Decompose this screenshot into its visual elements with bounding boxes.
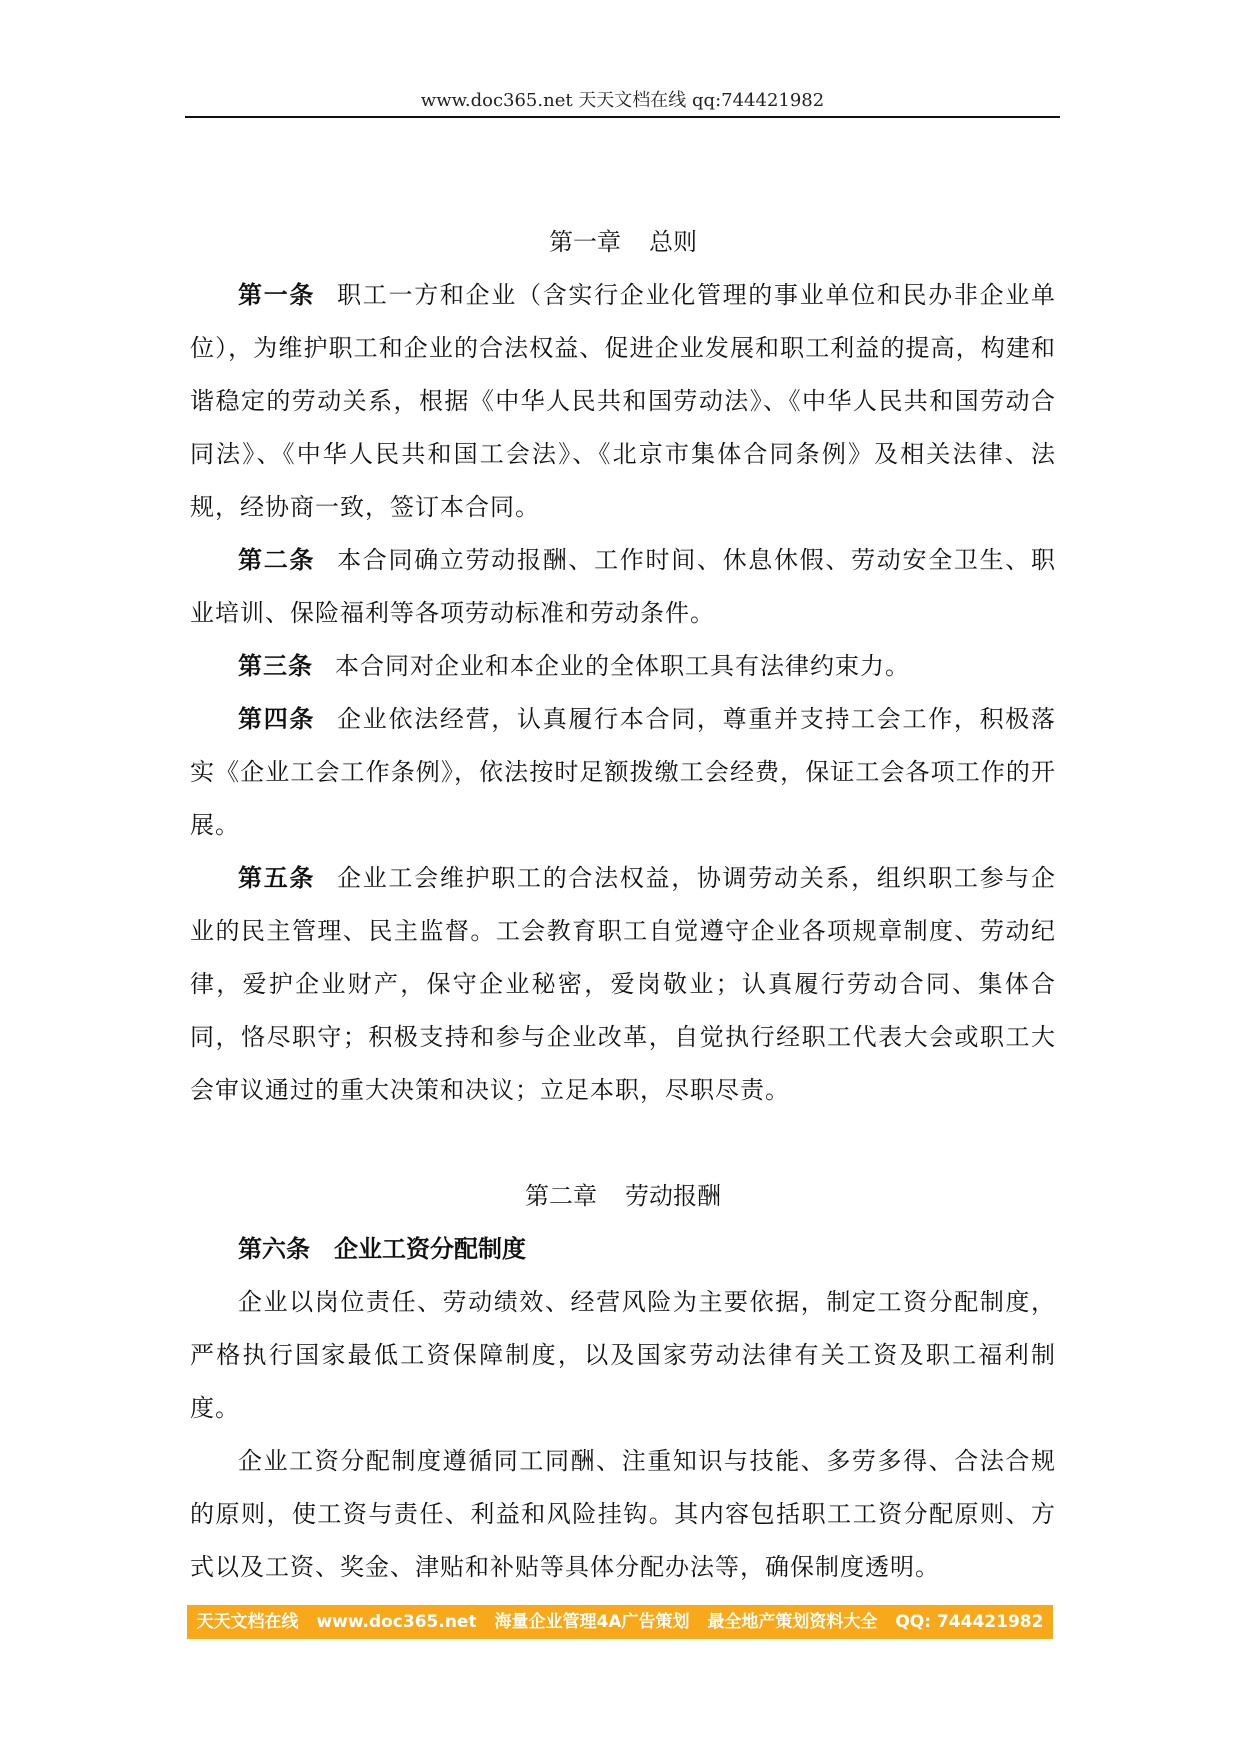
article-5: [190, 852, 1056, 1117]
article-5-label: 第五条: [238, 864, 316, 892]
article-4: [190, 693, 1056, 852]
article-4-label: 第四条: [238, 705, 316, 733]
article-1: [190, 269, 1056, 534]
article-1-text: 职工一方和企业（含实行企业化管理的事业单位和民办非企业单位），为维护职工和企业的合法权益、促进企业发展和职工利益的提高，构建和谐稳定的劳动关系，根据《中华人民共和国劳动法》、《中华人民共和国劳动合同法》、《中华人民共和国工会法》、《北京市集体合同条例》及相关法律、法规，经协商一致，签订本合同。: [190, 281, 1057, 521]
article-4-text: 企业依法经营，认真履行本合同，尊重并支持工会工作，积极落实《企业工会工作条例》，依法按时足额拨缴工会经费，保证工会各项工作的开展。: [190, 705, 1057, 839]
chapter-1-number: 第一章: [549, 228, 621, 256]
article-1-label: 第一条: [238, 281, 316, 309]
chapter-1-name: 总则: [649, 228, 697, 256]
page-header: www.doc365.net 天天文档在线 qq:744421982: [420, 90, 825, 111]
article-3-label: 第三条: [238, 652, 313, 680]
footer-qq: QQ: 744421982: [895, 1612, 1044, 1632]
footer-banner: [187, 1605, 1053, 1639]
article-6-title: 企业工资分配制度: [334, 1235, 526, 1263]
article-2-text: 本合同确立劳动报酬、工作时间、休息休假、劳动安全卫生、职业培训、保险福利等各项劳动标准和劳动条件。: [190, 546, 1057, 627]
chapter-2-title: [190, 1170, 1056, 1223]
chapter-2-number: 第二章: [525, 1182, 597, 1210]
article-6-heading: [190, 1223, 1056, 1276]
article-3: [190, 640, 1056, 693]
article-5-text: 企业工会维护职工的合法权益，协调劳动关系，组织职工参与企业的民主管理、民主监督。工会教育职工自觉遵守企业各项规章制度、劳动纪律，爱护企业财产，保守企业秘密，爱岗敬业；认真履行劳动合同、集体合同，恪尽职守；积极支持和参与企业改革，自觉执行经职工代表大会或职工大会审议通过的重大决策和决议；立足本职，尽职尽责。: [190, 864, 1057, 1104]
article-6-label: 第六条: [238, 1235, 310, 1263]
chapter-spacer: [190, 1117, 1056, 1170]
footer-site-name: 天天文档在线: [196, 1612, 299, 1632]
article-2-label: 第二条: [238, 546, 316, 574]
footer-slogan-2: 最全地产策划资料大全: [707, 1612, 878, 1632]
article-2: [190, 534, 1056, 640]
footer-url: www.doc365.net: [316, 1612, 477, 1632]
chapter-1-title: [190, 216, 1056, 269]
document-body: [190, 216, 1056, 1594]
header-divider: [185, 116, 1060, 118]
chapter-2-name: 劳动报酬: [625, 1182, 721, 1210]
footer-slogan-1: 海量企业管理4A广告策划: [494, 1612, 690, 1632]
article-6-paragraph-1: 企业以岗位责任、劳动绩效、经营风险为主要依据，制定工资分配制度，严格执行国家最低工资保障制度，以及国家劳动法律有关工资及职工福利制度。: [190, 1288, 1056, 1422]
article-6-paragraph-2: 企业工资分配制度遵循同工同酬、注重知识与技能、多劳多得、合法合规的原则，使工资与责任、利益和风险挂钩。其内容包括职工工资分配原则、方式以及工资、奖金、津贴和补贴等具体分配办法等，确保制度透明。: [190, 1447, 1056, 1581]
article-3-text: 本合同对企业和本企业的全体职工具有法律约束力。: [335, 652, 910, 680]
